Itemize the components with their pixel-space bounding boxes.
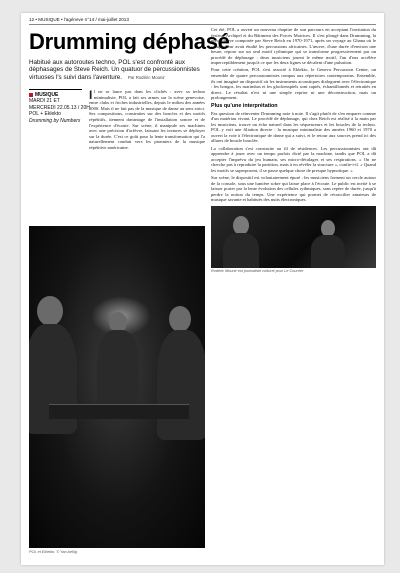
tag-square-icon: [29, 93, 33, 97]
event-date-line-2: MERCREDI 22.05.13 / 20H: [29, 104, 90, 111]
info-rule: [29, 89, 82, 90]
photo-desk: [49, 404, 189, 419]
photo-figure-body: [157, 330, 205, 440]
article-title: Drumming déphasé: [29, 29, 230, 54]
event-title: Drumming by Numbers: [29, 118, 81, 124]
event-info-box: [29, 89, 90, 124]
page-header: 12 • MUSIQUE • l'agéneve n°14 / mai-juillet 2013: [29, 17, 129, 22]
intro-body: l ne se lance pas dans les clichés : avec sa techno minimaliste, POL a fait ses armes sur la scène genevoise, entre clubs et friches industrielles, depuis le milieu des années 2000. Mais il ne fait pas de la musique de danse au sens strict. Ses compositions, construites sur des boucles et des motifs répétitifs, tiennent davantage de l'installation sonore et de l'expérience d'écoute. Sur scène, il manipule ses machines avec une précision d'orfèvre, laissant les textures se déployer sur la durée. C'est ce goût pour la lente transformation qui l'a naturellement conduit vers les pionniers de la musique répétitive américaine.: [89, 89, 205, 150]
body-text: [211, 27, 376, 203]
left-column: [29, 27, 230, 189]
photo-figure-head: [169, 306, 191, 332]
photo-figure-body: [311, 235, 345, 268]
intro-paragraph: [89, 89, 205, 150]
magazine-page: [21, 13, 384, 565]
secondary-photo: [211, 206, 376, 268]
photo-figure-body: [97, 330, 139, 408]
body-paragraph: Pas question de réinventer Drumming note à note. Il s'agit plutôt de s'en emparer comme d'un matériau vivant. Le procédé de déphasage, qui chez Reich est réalisé à la main par les musiciens, trouve un écho naturel dans les séquenceurs et les boucles de la techno. POL y voit une filiation directe : la musique minimaliste des années 1960 et 1970 a ouvert la voie à l'électronique de danse qui a suivi, et le retour aux sources prend ici des allures de boucle bouclée.: [211, 110, 376, 144]
header-rule: [29, 24, 376, 25]
article-lead: [29, 59, 205, 81]
event-artists: POL + Eklekto: [29, 111, 61, 118]
intro-text: [89, 89, 205, 152]
info-row: [29, 89, 205, 189]
body-paragraph: Pour cette création, POL s'est associé à Eklekto, le Geneva Percussion Center, un ensemble de quatre percussionnistes rompus aux répertoires contemporains. Ensemble, ils ont imaginé un dispositif où les instruments acoustiques dialoguent avec l'électronique : les bongos, les marimbas et les glockenspiels sont captés, échantillonnés et retraités en direct. Le résultat n'est ni une simple reprise ni une déconstruction, mais un prolongement.: [211, 67, 376, 101]
section-subhead: Plus qu'une interprétation: [211, 102, 278, 109]
photo-figure-head: [37, 296, 63, 326]
photo-figure-head: [233, 216, 249, 235]
lead-text: Habitué aux autoroutes techno, POL s'est confronté aux déphasages de Steve Reich. Un quatuor de percussionnistes virtuoses l's suivi dans l'aventure.: [29, 59, 200, 81]
photo-caption: POL et Eklekto. © Yan Aellig: [29, 550, 77, 554]
body-paragraph: Sur scène, le dispositif est volontairement épuré : les musiciens forment un cercle autour de la console, sous une lumière sobre qui laisse place à l'écoute. Le public est invité à se laisser porter par la lente évolution des cellules rythmiques, sans repère de durée, jusqu'à perdre la notion du temps. Une expérience qui promet de réconcilier amateurs de musique savante et habitués des nuits électroniques.: [211, 174, 376, 203]
byline: Par Rodéric Mounir: [127, 74, 165, 80]
photo-figure-body: [223, 233, 259, 268]
right-column: [211, 27, 376, 273]
body-paragraph: Cet été, POL a ouvert un nouveau chapitre de son parcours en acceptant l'invitation du festival Archipel et du Bâtiment des Forces Motrices. Il s'est plongé dans Drumming, la pièce-fleuve composée par Steve Reich en 1970-1971, après un voyage au Ghana où le compositeur avait étudié les percussions africaines. L'œuvre, d'une durée d'environ une heure, repose sur un seul motif rythmique qui se transforme progressivement par un procédé de déphasage : deux musiciens jouent le même motif, l'un d'eux accélère imperceptiblement jusqu'à ce que les deux lignes se décalent d'une pulsation.: [211, 27, 376, 66]
dropcap: I: [89, 88, 93, 103]
main-photo: [29, 226, 205, 548]
section-tag-label: MUSIQUE: [35, 92, 59, 99]
body-paragraph: La collaboration s'est construite au fil de résidences. Les percussionnistes ont dû apprendre à jouer avec un tempo parfois dicté par la machine, tandis que POL a dû accepter l'imprévu du jeu humain, ses micro-décalages et ses respirations. « On ne cherche pas à reproduire la partition, mais à en révéler la structure », confie-t-il. « Quand les motifs se superposent, il se passe quelque chose de presque hypnotique. »: [211, 145, 376, 173]
secondary-photo-caption: Rodéric Mounir est journaliste culturel pour Le Courrier: [211, 268, 304, 273]
event-date-line-1: MARDI 21 ET: [29, 98, 60, 105]
